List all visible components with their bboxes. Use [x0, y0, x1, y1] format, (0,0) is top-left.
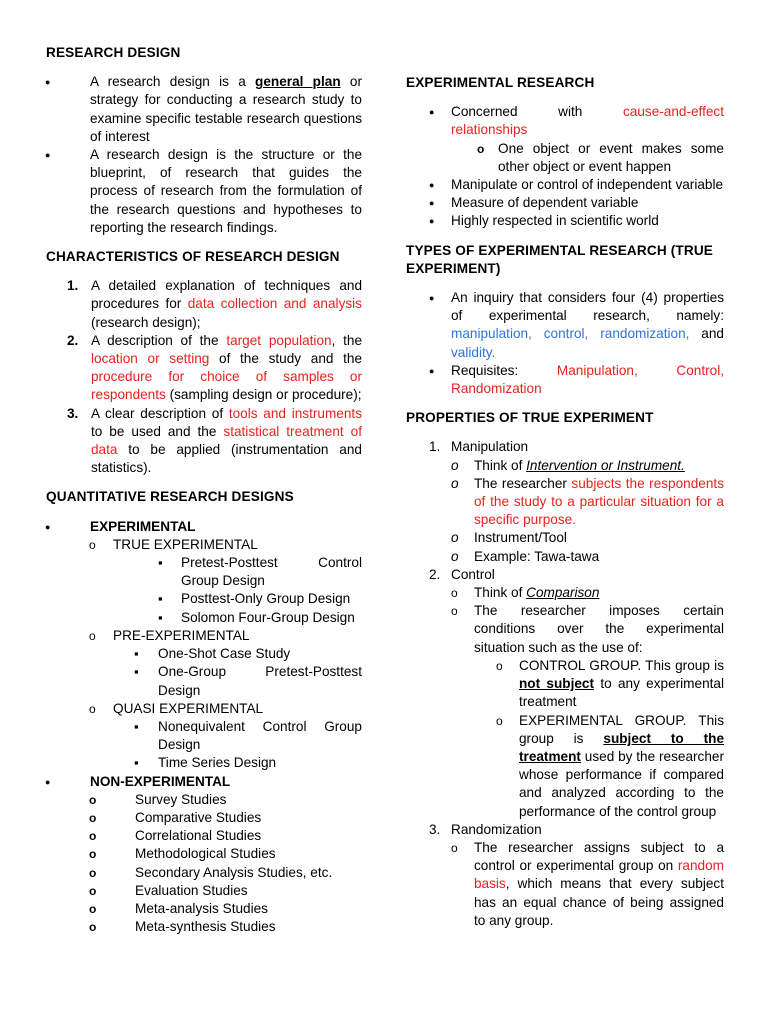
list-item: o Think of Intervention or Instrument. [451, 457, 685, 473]
list-item: ● Highly respected in scientific world [429, 212, 724, 230]
list-item: o One object or event makes some other object or event happen [477, 140, 724, 176]
list-item-experimental-group: o EXPERIMENTAL GROUP. This group is subject to the treatment used by the researcher whose performance if compared and analyzed according to the performance of the control group [496, 712, 724, 821]
list-item-pre-experimental: o PRE-EXPERIMENTAL [89, 627, 362, 645]
list-item: o Secondary Analysis Studies, etc. [89, 864, 362, 882]
list-item-randomization: 3. Randomization [429, 821, 542, 837]
list-item: ▪ Time Series Design [134, 754, 362, 772]
list-item: ▪ One-Group Pretest-Posttest Design [134, 663, 362, 699]
heading-research-design: RESEARCH DESIGN [46, 45, 181, 60]
quantitative-list [46, 518, 362, 937]
types-list [406, 289, 724, 398]
list-item: ● A research design is the structure or the blueprint, of research that guides the process of research from the formulation of the research questions and hypotheses to reporting the research findings. [45, 146, 362, 237]
list-item: ● Concerned with cause-and-effect relationships [429, 103, 724, 139]
list-item: ▪ Nonequivalent Control Group Design [134, 718, 362, 754]
list-item: o The researcher assigns subject to a control or experimental group on random basis, which means that every subject has an equal chance of being assigned to any group. [451, 839, 724, 930]
properties-list [406, 438, 724, 929]
list-item-quasi-experimental: o QUASI EXPERIMENTAL [89, 700, 362, 718]
list-item: ▪ Solomon Four-Group Design [158, 609, 362, 627]
list-item-non-experimental: ● NON-EXPERIMENTAL [45, 773, 362, 791]
characteristics-list [46, 277, 362, 477]
list-item: o Comparative Studies [89, 809, 362, 827]
list-item: o Evaluation Studies [89, 882, 362, 900]
list-item: ▪ Posttest-Only Group Design [158, 590, 362, 608]
list-item-manipulation: 1. Manipulation [429, 439, 529, 455]
list-item: ● Measure of dependent variable [429, 194, 724, 212]
list-item-control-group: o CONTROL GROUP. This group is not subject to any experimental treatment [496, 657, 724, 712]
right-column [406, 74, 724, 930]
heading-quantitative: QUANTITATIVE RESEARCH DESIGNS [46, 489, 294, 505]
list-item-experimental: ● EXPERIMENTAL [45, 518, 362, 536]
research-design-list [46, 73, 362, 237]
heading-types: TYPES OF EXPERIMENTAL RESEARCH (TRUE EXPERIMENT) [406, 242, 714, 276]
list-item: o Methodological Studies [89, 845, 362, 863]
list-item: ▪ One-Shot Case Study [134, 645, 362, 663]
list-item: o Meta-synthesis Studies [89, 918, 362, 936]
list-item: o Instrument/Tool [451, 530, 567, 546]
list-item: 2. A description of the target population, the location or setting of the study and the procedure for choice of samples or respondents (sampling design or procedure); [67, 332, 363, 403]
left-column [46, 44, 362, 936]
list-item: o Meta-analysis Studies [89, 900, 362, 918]
list-item: ● A research design is a general plan or strategy for conducting a research study to examine specific testable research questions of interest [45, 73, 362, 146]
heading-experimental-research: EXPERIMENTAL RESEARCH [406, 75, 595, 90]
list-item: o The researcher subjects the respondents of the study to a particular situation for a specific purpose. [451, 475, 724, 528]
heading-properties: PROPERTIES OF TRUE EXPERIMENT [406, 410, 654, 426]
list-item: o The researcher imposes certain conditions over the experimental situation such as the use of: [451, 602, 724, 657]
experimental-research-list [406, 103, 724, 230]
list-item: ● Requisites: Manipulation, Control, Randomization [429, 362, 724, 398]
list-item: o Think of Comparison [451, 584, 724, 602]
list-item: o Survey Studies [89, 791, 362, 809]
list-item-true-experimental: o TRUE EXPERIMENTAL [89, 536, 362, 554]
list-item: ● An inquiry that considers four (4) properties of experimental research, namely: manipulation, control, randomization, and validity. [429, 289, 724, 362]
heading-characteristics: CHARACTERISTICS OF RESEARCH DESIGN [46, 249, 340, 265]
list-item: 1. A detailed explanation of techniques and procedures for data collection and analysis (research design); [67, 278, 362, 330]
list-item-control: 2. Control [429, 566, 495, 582]
list-item: 3. A clear description of tools and instruments to be used and the statistical treatment of data to be applied (instrumentation and statistics). [67, 405, 362, 476]
list-item: o Correlational Studies [89, 827, 362, 845]
list-item: ● Manipulate or control of independent variable [429, 176, 724, 194]
list-item: o Example: Tawa-tawa [451, 548, 600, 564]
list-item: ▪ Pretest-Posttest Control Group Design [158, 554, 362, 590]
